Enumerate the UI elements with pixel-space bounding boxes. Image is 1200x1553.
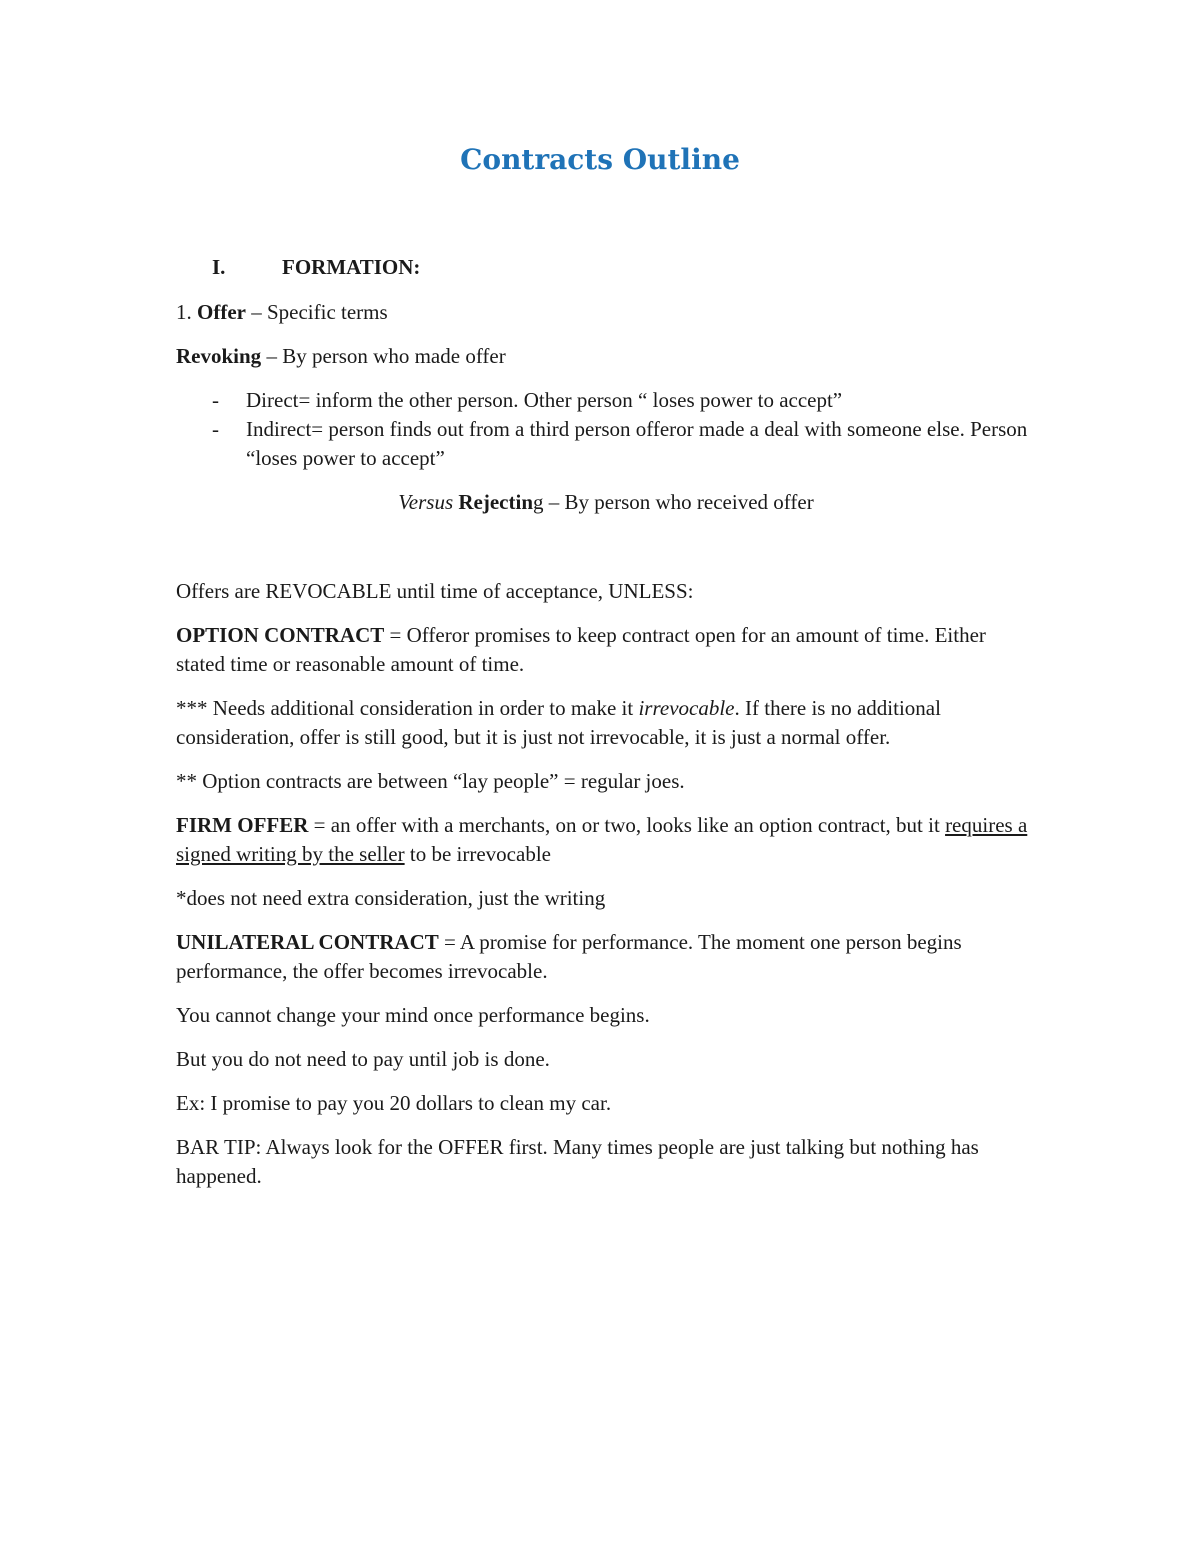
firm-offer-after: to be irrevocable — [404, 842, 551, 866]
document-title: Contracts Outline — [460, 143, 740, 176]
firm-offer-text: = an offer with a merchants, on or two, looks like an option contract, but it — [308, 813, 946, 837]
unilateral-paragraph — [176, 928, 1036, 986]
list-item — [212, 386, 1036, 415]
section-heading — [176, 253, 1036, 282]
offer-paragraph — [176, 298, 1036, 327]
versus-italic: Versus — [398, 490, 454, 514]
revoking-label: Revoking — [176, 344, 262, 368]
versus-line — [176, 488, 1036, 517]
versus-rest: g – By person who received offer — [533, 490, 814, 514]
revoking-paragraph — [176, 342, 1036, 371]
option-paragraph — [176, 621, 1036, 679]
no-extra-paragraph: *does not need extra consideration, just the writing — [176, 886, 606, 910]
firm-offer-paragraph — [176, 811, 1036, 869]
section-numeral: I. — [212, 255, 226, 279]
list-dash: - — [212, 388, 219, 412]
offer-label: Offer — [197, 300, 246, 324]
pay-paragraph: But you do not need to pay until job is done. — [176, 1047, 550, 1071]
consideration-paragraph — [176, 694, 1036, 752]
revoke-list — [176, 386, 1036, 473]
consideration-before: *** Needs additional consideration in order to make it — [176, 696, 639, 720]
list-item-text: Indirect= person finds out from a third person offeror made a deal with someone else. Person “loses power to accept” — [246, 417, 1028, 470]
list-dash: - — [212, 417, 219, 441]
list-item-text: Direct= inform the other person. Other person “ loses power to accept” — [246, 388, 843, 412]
revoking-text: – By person who made offer — [261, 344, 506, 368]
offer-text: – Specific terms — [245, 300, 388, 324]
firm-offer-underlined: requires a signed writing by the seller — [176, 813, 1028, 866]
versus-bold: Rejectin — [458, 490, 534, 514]
offer-number: 1. — [176, 300, 192, 324]
unilateral-text: = A promise for performance. The moment one person begins performance, the offer becomes irrevocable. — [176, 930, 962, 983]
option-label: OPTION CONTRACT — [176, 623, 385, 647]
example-paragraph: Ex: I promise to pay you 20 dollars to clean my car. — [176, 1091, 612, 1115]
list-item — [212, 415, 1036, 473]
option-text: = Offeror promises to keep contract open for an amount of time. Either stated time or reasonable amount of time. — [176, 623, 986, 676]
bar-tip-paragraph: BAR TIP: Always look for the OFFER first. Many times people are just talking but nothing has happened. — [176, 1135, 979, 1188]
section-heading-text: FORMATION: — [282, 255, 421, 279]
lay-people-paragraph: ** Option contracts are between “lay people” = regular joes. — [176, 769, 685, 793]
unilateral-label: UNILATERAL CONTRACT — [176, 930, 439, 954]
consideration-italic: irrevocable — [638, 696, 735, 720]
firm-offer-label: FIRM OFFER — [176, 813, 309, 837]
change-mind-paragraph: You cannot change your mind once performance begins. — [176, 1003, 650, 1027]
revocable-paragraph: Offers are REVOCABLE until time of acceptance, UNLESS: — [176, 579, 694, 603]
document-body — [176, 253, 1036, 1206]
consideration-after: . If there is no additional consideration, offer is still good, but it is just not irrevocable, it is just a normal offer. — [176, 696, 941, 749]
